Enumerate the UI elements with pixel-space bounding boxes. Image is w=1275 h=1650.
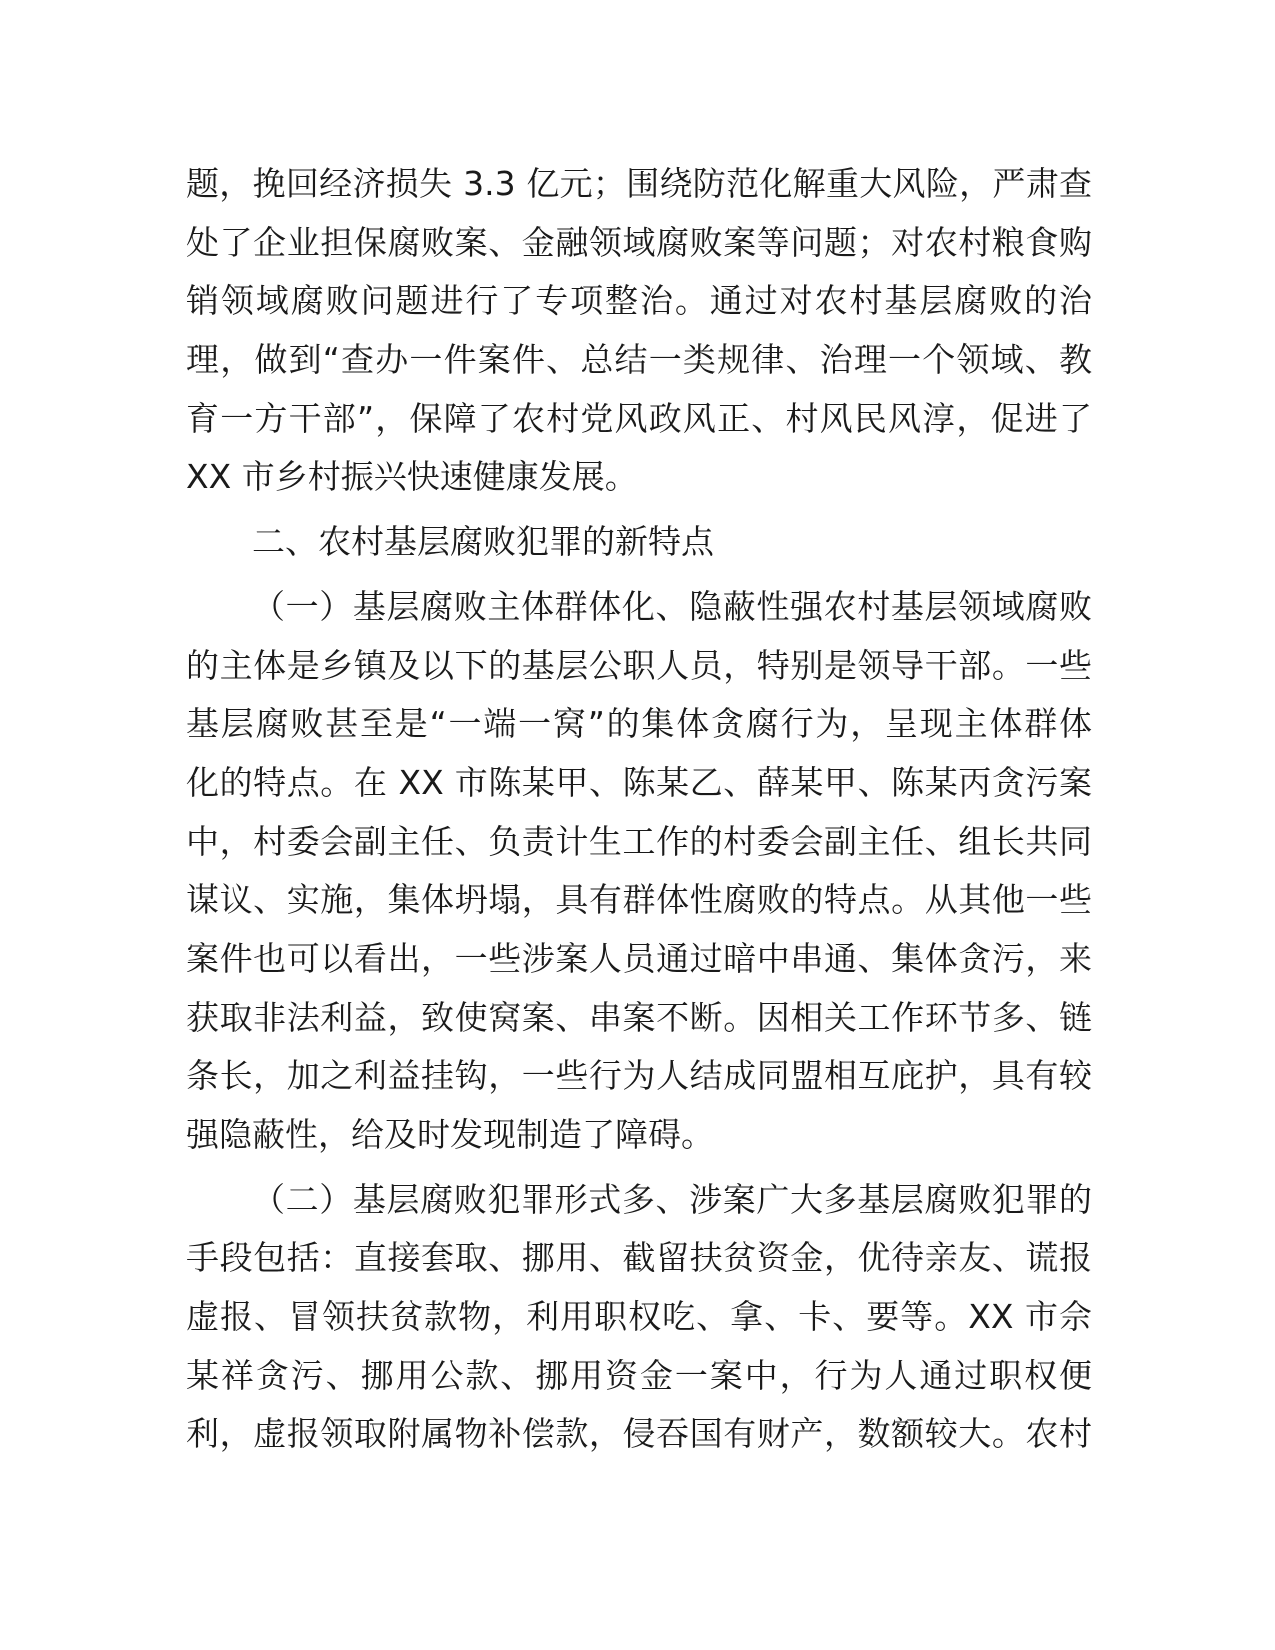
paragraph-crime-forms — [186, 1171, 1092, 1464]
text-line: 理，做到“查办一件案件、总结一类规律、治理一个领域、教 — [186, 340, 1092, 380]
text-line: 虚报、冒领扶贫款物，利用职权吃、拿、卡、要等。XX 市佘 — [186, 1297, 1092, 1337]
text-line: （二）基层腐败犯罪形式多、涉案广大多基层腐败犯罪的 — [252, 1179, 1092, 1219]
text-line: 的主体是乡镇及以下的基层公职人员，特别是领导干部。一些 — [186, 645, 1092, 685]
text-line: 条长，加之利益挂钩，一些行为人结成同盟相互庇护，具有较 — [186, 1056, 1092, 1096]
text-line: 手段包括：直接套取、挪用、截留扶贫资金，优待亲友、谎报 — [186, 1238, 1092, 1278]
text-line: （一）基层腐败主体群体化、隐蔽性强农村基层领域腐败 — [252, 586, 1092, 626]
text-line: 育一方干部”，保障了农村党风政风正、村风民风淳，促进了 — [186, 398, 1092, 438]
paragraph-economic-loss — [186, 155, 1092, 507]
text-line: 中，村委会副主任、负责计生工作的村委会副主任、组长共同 — [186, 821, 1092, 861]
text-line: 某祥贪污、挪用公款、挪用资金一案中，行为人通过职权便 — [186, 1355, 1092, 1395]
text-line: 案件也可以看出，一些涉案人员通过暗中串通、集体贪污，来 — [186, 938, 1092, 978]
text-line: 基层腐败甚至是“一端一窝”的集体贪腐行为，呈现主体群体 — [186, 704, 1092, 744]
text-line: 销领域腐败问题进行了专项整治。通过对农村基层腐败的治 — [186, 281, 1092, 321]
text-line: 处了企业担保腐败案、金融领域腐败案等问题；对农村粮食购 — [186, 222, 1092, 262]
heading-new-features: 二、农村基层腐败犯罪的新特点 — [252, 522, 714, 562]
text-line: XX 市乡村振兴快速健康发展。 — [186, 457, 638, 497]
paragraph-subject-grouping — [186, 578, 1092, 1165]
document-body — [186, 155, 1092, 1464]
text-line: 题，挽回经济损失 3.3 亿元；围绕防范化解重大风险，严肃查 — [186, 164, 1092, 203]
text-line: 利，虚报领取附属物补偿款，侵吞国有财产，数额较大。农村 — [186, 1414, 1092, 1454]
section-heading — [186, 513, 1092, 572]
text-line: 获取非法利益，致使窝案、串案不断。因相关工作环节多、链 — [186, 997, 1092, 1037]
text-line: 化的特点。在 XX 市陈某甲、陈某乙、薛某甲、陈某丙贪污案 — [186, 762, 1092, 802]
text-line: 谋议、实施，集体坍塌，具有群体性腐败的特点。从其他一些 — [186, 880, 1092, 920]
text-line: 强隐蔽性，给及时发现制造了障碍。 — [186, 1115, 714, 1154]
